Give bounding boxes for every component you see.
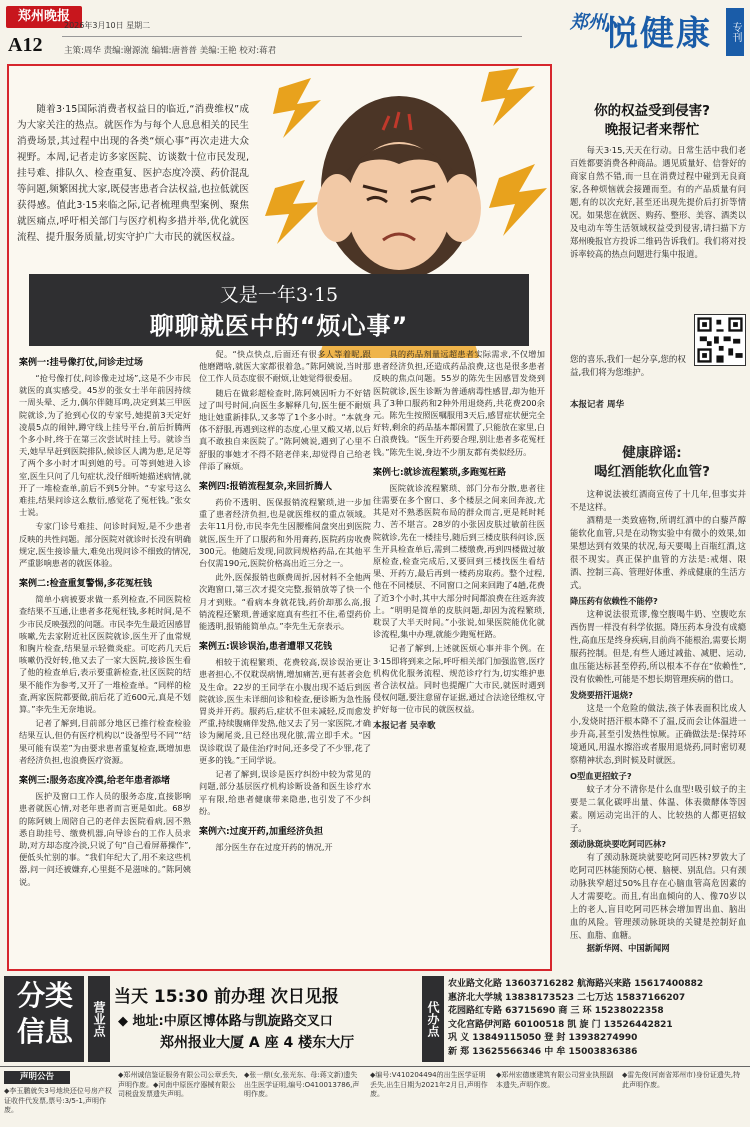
deadline-notice: 当天 15:30 前办理 次日见报 bbox=[114, 987, 339, 1007]
small-ad: ◆郑州宏德康建筑有限公司营业执照副本遗失,声明作废。 bbox=[496, 1071, 614, 1089]
section-title: 悦健康 bbox=[604, 14, 712, 54]
small-ad: ◆张一鼎(女,张光东、母:蒋文新)遗失出生医学证明,编号:O410013786,声明作废。 bbox=[244, 1071, 360, 1098]
rumor-paragraph: 有了颈动脉斑块就要吃阿司匹林?罗敦大了吃阿司匹林能预防心梗、脑梗、别乱信。只有颈动脉狭窄超过50%且存在心脑血管高危因素的人才需要吃。而且,有出血倾向的人、像70岁以上的老人,盲目吃阿司匹林会增加胃出血、脑出血的风险。管理颈动脉斑块的关键是控制好血压、血脂、血糖。 bbox=[570, 852, 746, 940]
article-paragraph: 专家门诊号难挂、问诊时间短,是不少患者反映的共性问题。部分医院对就诊时长没有明确规定,医生接诊量大,难免出现问诊不细致的情况,严重影响患者的就医体验。 bbox=[19, 521, 191, 569]
small-ad: ◆编号:V410204494的出生医学证明丢失,出生日期为2021年2月日,声明作废。 bbox=[370, 1071, 488, 1098]
headline-band bbox=[29, 274, 529, 346]
article-paragraph: 简单小病被要求做一系列检查,不同医院检查结果不互通,让患者多花冤枉钱,多耗时间,是不少市民反映强烈的问题。市民李先生最近因感冒咳嗽,先去家附近社区医院就诊,医生开了血常规和胸片检查,结果显示轻微炎症。可吃药几天后咳嗽仍没好转,他又去了一家大医院,接诊医生看了他的检查单后,表示要重新检查,社区医院的结果不能作为参考,又开了一堆检查单。“同样的检查,两家医院都要做,前后花了近600元,真是不划算。”李先生无奈地说。 bbox=[19, 594, 191, 715]
complaint-byline: 本报记者 周华 bbox=[570, 400, 624, 410]
case-heading: 案例五:误诊误治,患者遭罪又花钱 bbox=[199, 642, 333, 653]
rumor-title-line1: 健康辟谣: bbox=[622, 445, 682, 461]
article-column-2 bbox=[199, 348, 371, 855]
rumor-paragraph: 这种说法被红酒商宣传了十几年,但事实并不是这样。 bbox=[570, 489, 746, 512]
article-paragraph: 医护及窗口工作人员的服务态度,直接影响患者就医心情,对老年患者而言更是如此。68岁的陈阿姨上周陪自己的老伴去医院看病,因不熟悉自助挂号、缴费机器,向导诊台的工作人员求助,对方却态度冷淡,只说了句“自己看屏幕操作”,便低头忙别的事。“我们年纪大了,用不来这些机器,问一问还被嫌弃,心里挺不是滋味的。”陈阿姨说。 bbox=[19, 791, 191, 887]
article-paragraph: 部分医生存在过度开药的情况,开 bbox=[215, 841, 333, 852]
case-heading: 案例二:检查重复警惕,多花冤枉钱 bbox=[19, 579, 153, 590]
qr-code-icon[interactable] bbox=[694, 314, 746, 366]
agent-row: 文化宫路伊河路 60100518 凯 旋 门 13526442821 bbox=[448, 1019, 673, 1030]
masthead bbox=[0, 0, 750, 62]
rumor-subheading: 颈动脉斑块要吃阿司匹林? bbox=[570, 839, 667, 849]
complaint-title bbox=[556, 102, 748, 140]
article-paragraph: 促。“快点快点,后面还有很多人等着呢,跟他磨蹭啥,就医大家都很着急。”陈阿姨说,当时那位工作人员态度很不耐烦,让她觉得很委屈。 bbox=[199, 349, 371, 384]
rumor-source: 据新华网、中国新闻网 bbox=[586, 943, 670, 953]
case-heading: 案例一:挂号像打仗,问诊走过场 bbox=[19, 358, 144, 368]
article-byline: 本报记者 吴幸歌 bbox=[373, 720, 436, 731]
page-number: A12 bbox=[8, 34, 43, 56]
rumor-paragraph: 酒精是一类致癌物,所谓红酒中的白藜芦醇能软化血管,只是在动物实验中有微小的效果,如果想达到有效果的状况,每天要喝上百瓶红酒,这很不现实。真正保护血管的方法是:戒烟、限酒、控制三高、管理好体重、养成健康的生活方式。 bbox=[570, 515, 746, 590]
business-point-label: 营业点 bbox=[88, 976, 110, 1062]
header-rule bbox=[62, 36, 522, 37]
article-column-3 bbox=[373, 348, 545, 732]
staff-credits: 主策:周华 责编:谢源流 编辑:唐普普 美编:王艳 校对:蒋君 bbox=[64, 46, 277, 56]
headline-kicker: 又是一年3·15 bbox=[219, 284, 339, 306]
lost-notice-header: 声明公告 bbox=[4, 1071, 70, 1084]
small-ad: ◆郑州诚信鉴证服务有限公司公章丢失,声明作废。◆河南中原医疗器械有限公司税盘发票遗失声明。 bbox=[118, 1071, 238, 1098]
case-heading: 案例三:服务态度冷漠,给老年患者添堵 bbox=[19, 776, 171, 787]
office-address: ◆ 地址:中原区博体路与凯旋路交叉口 bbox=[118, 1014, 333, 1029]
section-tag: 专刊 bbox=[726, 8, 744, 56]
section-city: 郑州 bbox=[570, 12, 606, 33]
article-column-1 bbox=[19, 348, 191, 890]
article-paragraph: 记者了解到,误诊是医疗纠纷中较为常见的问题,部分基层医疗机构诊断设备和医生诊疗水平有限,给患者健康带来隐患,也引发了不少纠纷。 bbox=[199, 769, 371, 816]
article-paragraph: 医院就诊流程繁琐、部门分布分散,患者往往需要在多个窗口、多个楼层之间来回奔波,尤其是对不熟悉医院布局的群众而言,更是耗时耗力、苦不堪言。28岁的小张因皮肤过敏前往医院就诊,先在一楼挂号,随后到三楼皮肤科问诊,医生开具检查单后,需到二楼缴费,再到四楼做过敏原检查,检查完成后,又要回到三楼找医生看结果、开药方,最后再到一楼药房取药。整个过程,他在不同楼层、不同窗口之间来回跑了4趟,花费了近3个小时,其中大部分时间都浪费在往返奔波上。“明明是简单的皮肤问题,却因为流程繁琐,耽误了大半天时间。”小张说,如果医院能优化就诊流程,集中办理,就能少跑冤枉路。 bbox=[373, 482, 545, 640]
right-sidebar bbox=[556, 64, 748, 971]
agent-row: 农业路文化路 13603716282 航海路兴来路 15617400882 bbox=[448, 979, 704, 989]
article-lead: 随着3·15国际消费者权益日的临近,“消费维权”成为大家关注的热点。就医作为与每个人息息相关的民生消费场景,其过程中出现的各类“烦心事”再次走进大众视野。本周,记者走访多家医院、访谈数十位市民发现,挂号难、排队久、检查重复、医护态度冷漠、药价混乱等问题,频繁困扰大家,既侵害患者合法权益,也拉低就医获得感。值此3·15来临之际,记者梳理典型案例、聚焦就医痛点,呼吁相关部门与医疗机构多措并举,优化就医流程、提升服务质量,切实守护广大市民的就医权益。 bbox=[17, 104, 249, 243]
article-paragraph: 记者了解到,目前部分地区已推行检查检验结果互认,但仍有医疗机构以“设备型号不同”“结果可能有误差”为由要求患者重复检查,既增加患者经济负担,也浪费医疗资源。 bbox=[19, 718, 191, 765]
article-paragraph: 记者了解到,上述就医烦心事并非个例。在3·15即将到来之际,呼吁相关部门加强监管,医疗机构优化服务流程、规范诊疗行为,切实维护患者合法权益。同时也提醒广大市民,就医时遇到侵权问题,要注意留存证据,通过合法途径维权,守护好每一位市民的就医权益。 bbox=[373, 643, 545, 715]
rumor-title-line2: 喝红酒能软化血管? bbox=[594, 464, 710, 480]
agent-row: 新 郑 13625566346 中 牟 15003836386 bbox=[448, 1046, 638, 1057]
rumor-subheading: O型血更招蚊子? bbox=[570, 771, 632, 781]
small-ad: ◆李玉鹏就失3号地块还位号房产权证收件代发票,票号:3/5-1,声明作废。 bbox=[4, 1087, 112, 1114]
classified-label-block bbox=[4, 976, 84, 1062]
complaint-title-line2: 晚报记者来帮忙 bbox=[604, 122, 700, 138]
complaint-body: 每天3·15,天天在行动。日常生活中我们老百姓都要消费各种商品。遇见质量好、信誉好的商家自然不错,而一旦在消费过程中碰到无良商家,各种烦恼就会接踵而至。有的产品质量有问题,有的以次充好,甚至还出现先提价后打折等情况。如果您在就医、购药、整形、美容、酒类以及电动车等生活领域权益受到侵害,请扫描下方郑州晚报官方投诉二维码告诉我们。我们将对投诉率较高的热点问题进行集中报道。 bbox=[570, 145, 746, 259]
article-paragraph: 此外,医保报销也颇费周折,因材料不全他两次跑窗口,第三次才提交完整,报销放等了快一个月才到账。“看病本身就花钱,药价却那么高,报销流程还繁琐,普通家庭真有些扛不住,希望药价能透明,报销能简单点。”李先生无奈表示。 bbox=[199, 572, 371, 632]
complaint-tagline: 您的喜乐,我们一起分享,您的权益,我们将为您维护。 bbox=[570, 355, 686, 378]
agent-list bbox=[448, 978, 750, 1060]
classified-section bbox=[0, 976, 750, 1127]
article-paragraph: 药价不透明、医保报销流程繁琐,进一步加重了患者经济负担,也是就医维权的重点领域。去年11月份,市民李先生因腰椎间盘突出到医院就医,医生开了口服药和外用膏药,医院药房收费300元。他随后发现,同款同规格药品,在其他平台仅需190元,医院价格高出近三分之一。 bbox=[199, 497, 371, 569]
dateline: 2026年3月10日 星期二 bbox=[64, 21, 151, 30]
complaint-title-line1: 你的权益受到侵害? bbox=[594, 103, 710, 119]
article-paragraph: 随后在做彩超检查时,陈阿姨因听力不好错过了叫号时间,向医生多解释几句,医生便不耐烦地让她重新排队,又多等了1个多小时。“本就身体不舒服,再遇到这样的态度,心里又酸又堵,以后真不敢独自来医院了。”陈阿姨说,遇到了心里不舒服的事她才不得不陪老伴来,却觉得自己给老伴添了麻烦。 bbox=[199, 387, 371, 471]
agent-row: 巩 义 13849115050 登 封 13938274990 bbox=[448, 1033, 638, 1044]
rumor-subheading: 降压药有依赖性不能停? bbox=[570, 596, 658, 606]
main-headline: 聊聊就医中的“烦心事” bbox=[149, 312, 409, 340]
agent-label: 代办点 bbox=[422, 976, 444, 1062]
newspaper-logo: 郑州晚报 bbox=[6, 6, 82, 28]
rumor-paragraph: 蚊子才分不清你是什么血型!吸引蚊子的主要是二氧化碳呼出量、体温、体表微酵体等因素。刚运动完出汗的人、比较热的人都更招蚊子。 bbox=[570, 784, 746, 833]
article-paragraph: “抢号像打仗,问诊像走过场”,这是不少市民就医的真实感受。45岁的张女士半年前因持续一周头晕、乏力,偶尔伴随耳鸣,决定到某三甲医院就诊,为了抢到心仪的专家号,她提前3天定好凌晨5点的闹钟,蹲守线上挂号平台,前后折腾两个多小时,终于在第三次尝试时挂上号。就诊当天,她早早赶到医院排队,候诊区人满为患,足足等了两个多小时才叫到她的号。可等到她进入诊室,医生只问了几句症状,没仔细听她描述病情,就开了一堆检查单,前后不到5分钟。“专家号这么难挂,结果问诊这么敷衍,感觉花了冤枉钱。”张女士说。 bbox=[19, 373, 191, 518]
main-article-frame bbox=[7, 64, 552, 971]
small-ads-strip bbox=[0, 1066, 750, 1127]
rumor-paragraph: 这种说法很荒谬,像空腹喝牛奶、空腹吃东西伤胃一样没有科学依据。降压药本身没有成瘾性,高血压是终身疾病,目前尚不能根治,需要长期服药控制。但是,有些人通过减盐、减肥、运动,血压能达标甚至停药,所以根本不存在“依赖性”,没有依赖性,可能是不想长期管理疾病的借口。 bbox=[570, 609, 746, 684]
rumor-paragraph: 这是一个危险的做法,孩子体表面积比成人小,发烧时捂汗根本降不了温,反而会让体温进一步升高,甚至引发热性惊厥。正确做法是:保持环境通风,用温水擦浴或者服用退烧药,同时密切观察精神状态,到时候及时就医。 bbox=[570, 703, 746, 765]
article-paragraph: 具的药品剂量远超患者实际需求,不仅增加患者经济负担,还造成药品浪费,这也是很多患者反映的焦点问题。55岁的陈先生因感冒发烧到医院就诊,医生诊断为普通病毒性感冒,却为他开具了3种口服药和2种外用退烧药,共花费200余元。陈先生按照医嘱服用3天后,感冒症状便完全好转,剩余的药品基本都闲置了,只能放在家里,白白浪费钱。“医生开药要合理,别让患者多花冤枉钱。”陈先生说,身边不少朋友都有类似经历。 bbox=[373, 349, 545, 457]
case-heading: 案例六:过度开药,加重经济负担 bbox=[199, 826, 324, 837]
case-heading: 案例四:报销流程复杂,来回折腾人 bbox=[199, 482, 333, 493]
rumor-body bbox=[570, 488, 746, 955]
classified-label: 分类信息 bbox=[16, 979, 73, 1048]
rumor-subheading: 发烧要捂汗退烧? bbox=[570, 690, 633, 700]
agent-row: 惠济北大学城 13838173523 二七万达 15837166207 bbox=[448, 992, 686, 1003]
rumor-title bbox=[556, 444, 748, 482]
case-heading: 案例七:就诊流程繁琐,多跑冤枉路 bbox=[373, 467, 507, 478]
office-address-building: 郑州报业大厦 A 座 4 楼东大厅 bbox=[160, 1035, 355, 1051]
agent-row: 花园路红专路 63715690 商 三 环 15238022358 bbox=[448, 1006, 664, 1017]
article-paragraph: 相较于流程繁琐、花费较高,误诊误治更让患者担心,不仅耽误病情,增加痛苦,更有甚者会危及生命。22岁的王同学在小腹出现不适后到医院就诊,医生未详细问诊和检查,便诊断为急性肠胃炎并开药。服药后,症状不但未减轻,反而愈发严重,持续腹痛伴发热,他又去了另一家医院,才确诊为阑尾炎,且已经出现化脓,需立即手术。“因误诊耽误了最佳治疗时间,还多受了不少罪,花了更多的钱。”王同学说。 bbox=[199, 657, 371, 765]
small-ad: ◆雷先俊(河南省郑州市)身份证遗失,特此声明作废。 bbox=[622, 1071, 741, 1089]
